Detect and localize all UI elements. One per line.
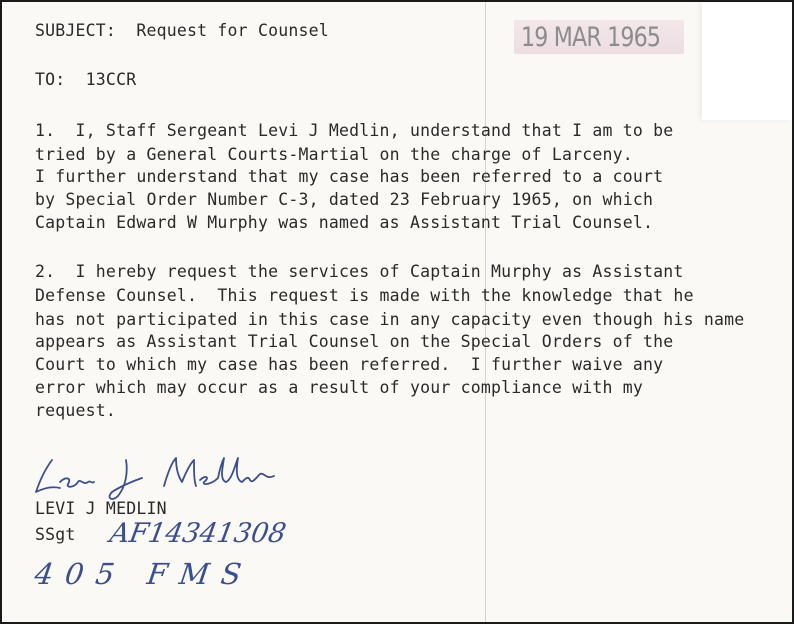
- handwritten-unit: [30, 552, 260, 598]
- to-line: TO: 13CCR: [35, 70, 137, 89]
- paragraph-2-line-5: Court to which my case has been referred. I further waive any: [35, 355, 664, 374]
- signature-name: LEVI J MEDLIN: [35, 499, 167, 518]
- paragraph-1-line-5: Captain Edward W Murphy was named as Assistant Trial Counsel.: [35, 213, 654, 232]
- handwritten-signature: [30, 452, 310, 504]
- date-stamp-text: 19 MAR 1965: [521, 22, 661, 53]
- paragraph-2-line-7: request.: [35, 401, 117, 420]
- unit-text: 405 FMS: [32, 557, 256, 591]
- paragraph-2-line-4: appears as Assistant Trial Counsel on the Special Orders of the: [35, 332, 674, 351]
- service-number-text: AF14341308: [107, 518, 289, 549]
- paragraph-1-line-2: tried by a General Courts-Martial on the charge of Larceny.: [35, 145, 633, 164]
- date-stamp: [514, 20, 684, 54]
- handwritten-service-number: [107, 512, 300, 556]
- paragraph-2-line-2: Defense Counsel. This request is made with the knowledge that he: [35, 286, 694, 305]
- paragraph-1-line-3: I further understand that my case has been referred to a court: [35, 167, 664, 186]
- subject-line: SUBJECT: Request for Counsel: [35, 21, 329, 40]
- paragraph-2-line-1: 2. I hereby request the services of Captain Murphy as Assistant: [35, 262, 684, 281]
- paragraph-2-line-3: has not participated in this case in any capacity even though his name: [35, 310, 745, 329]
- signature-rank: SSgt: [35, 525, 76, 544]
- paragraph-2-line-6: error which may occur as a result of your compliance with my: [35, 378, 644, 397]
- paragraph-1-line-1: 1. I, Staff Sergeant Levi J Medlin, understand that I am to be: [35, 121, 674, 140]
- paper-corner-patch: [702, 2, 792, 120]
- paragraph-1-line-4: by Special Order Number C-3, dated 23 February 1965, on which: [35, 190, 654, 209]
